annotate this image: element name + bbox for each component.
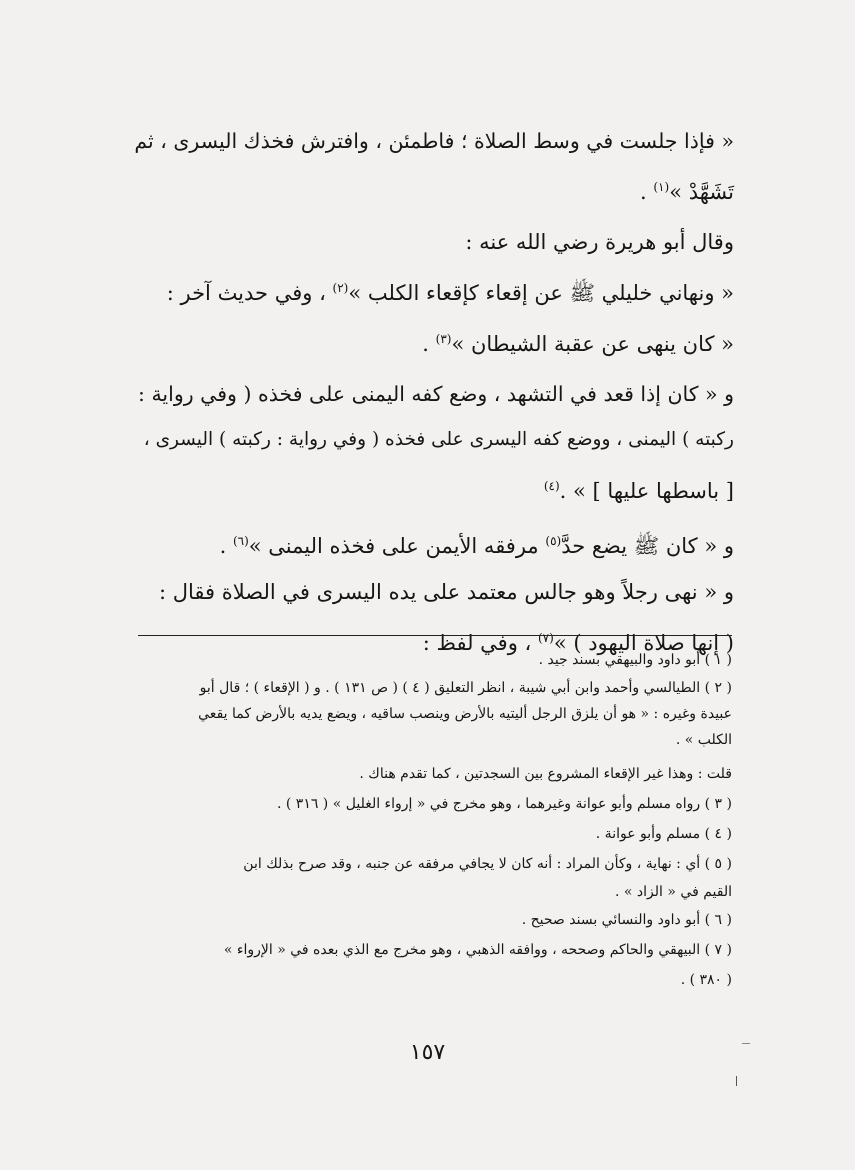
main-line-4-text: « ونهاني خليلي ﷺ عن إقعاء كإقعاء الكلب » <box>348 281 734 305</box>
footnote-6: ( ٦ ) أبو داود والنسائي بسند صحيح . <box>521 912 732 928</box>
footnote-ref-1: (١) <box>653 180 670 194</box>
main-line-1: « فإذا جلست في وسط الصلاة ؛ فاطمئن ، وافترش فخذك اليسرى ، ثم <box>134 129 734 153</box>
footnote-3: ( ٣ ) رواه مسلم وأبو عوانة وغيرهما ، وهو مخرج في « إرواء الغليل » ( ٣١٦ ) . <box>276 796 732 812</box>
main-line-9-mid: مرفقه الأيمن على فخذه اليمنى » <box>248 534 546 558</box>
main-line-5-end: . <box>422 332 436 356</box>
footnote-4: ( ٤ ) مسلم وأبو عوانة . <box>595 826 732 842</box>
footnote-2-line-2: عبيدة وغيره : « هو أن يلزق الرجل أليتيه بالأرض وينصب ساقيه ، ويضع يديه بالأرض كما يقعي <box>198 706 732 722</box>
page-number: ١٥٧ <box>409 1040 446 1065</box>
footnote-5-line-2: القيم في « الزاد » . <box>615 884 732 900</box>
main-line-4 <box>132 265 734 316</box>
footnote-ref-5: (٥) <box>545 534 562 548</box>
main-line-2-end: . <box>640 180 654 204</box>
footnote-1: ( ١ ) أبو داود والبيهقي بسند جيد . <box>538 652 732 668</box>
footnote-divider <box>138 635 732 636</box>
main-line-8 <box>132 463 734 514</box>
main-line-7: ركبته ) اليمنى ، ووضع كفه اليسرى على فخذه ( وفي رواية : ركبته ) اليسرى ، <box>143 429 734 450</box>
footnote-5-line-1: ( ٥ ) أي : نهاية ، وكأن المراد : أنه كان لا يجافي مرفقه عن جنبه ، وقد صرح بذلك ابن <box>243 856 732 872</box>
footnote-2-comment: قلت : وهذا غير الإقعاء المشروع بين السجدتين ، كما تقدم هناك . <box>359 766 732 782</box>
main-line-2 <box>132 164 734 215</box>
footnote-ref-4: (٤) <box>543 479 560 493</box>
footnote-7-line-1: ( ٧ ) البيهقي والحاكم وصححه ، ووافقه الذهبي ، وهو مخرج مع الذي بعده في « الإرواء » <box>223 942 732 958</box>
main-line-11-text: ( إنها صلاة اليهود ) » <box>553 631 734 655</box>
main-line-8-text: [ باسطها عليها ] » . <box>559 479 734 503</box>
margin-mark-line <box>736 1076 737 1086</box>
footnote-ref-2: (٢) <box>332 281 349 295</box>
main-line-9-end: . <box>219 534 233 558</box>
main-line-11-end: ، وفي لفظ : <box>422 631 538 655</box>
footnotes <box>138 645 732 995</box>
main-text <box>132 118 734 666</box>
main-line-3: وقال أبو هريرة رضي الله عنه : <box>465 230 734 254</box>
footnote-ref-7: (٧) <box>537 631 554 645</box>
footnote-ref-3: (٣) <box>435 332 452 346</box>
main-line-2-text: تَشَهَّدْ » <box>669 180 734 204</box>
main-line-6: و « كان إذا قعد في التشهد ، وضع كفه اليمنى على فخذه ( وفي رواية : <box>138 382 734 406</box>
footnote-7-line-2: ( ٣٨٠ ) . <box>680 972 732 988</box>
main-line-9 <box>132 518 734 569</box>
footnote-2-line-3: الكلب » . <box>675 732 732 748</box>
main-line-4-end: ، وفي حديث آخر : <box>166 281 333 305</box>
main-line-9-text: و « كان ﷺ يضع حدَّ <box>561 534 734 558</box>
main-line-5 <box>132 316 734 367</box>
margin-mark-dash <box>742 1043 750 1044</box>
main-line-5-text: « كان ينهى عن عقبة الشيطان » <box>451 332 734 356</box>
footnote-ref-6: (٦) <box>232 534 249 548</box>
footnote-2-line-1: ( ٢ ) الطيالسي وأحمد وابن أبي شيبة ، انظر التعليق ( ٤ ) ( ص ١٣١ ) . و ( الإقعاء ) ؛ قال أبو <box>199 680 732 696</box>
main-line-10: و « نهى رجلاً وهو جالس معتمد على يده اليسرى في الصلاة فقال : <box>158 580 734 604</box>
